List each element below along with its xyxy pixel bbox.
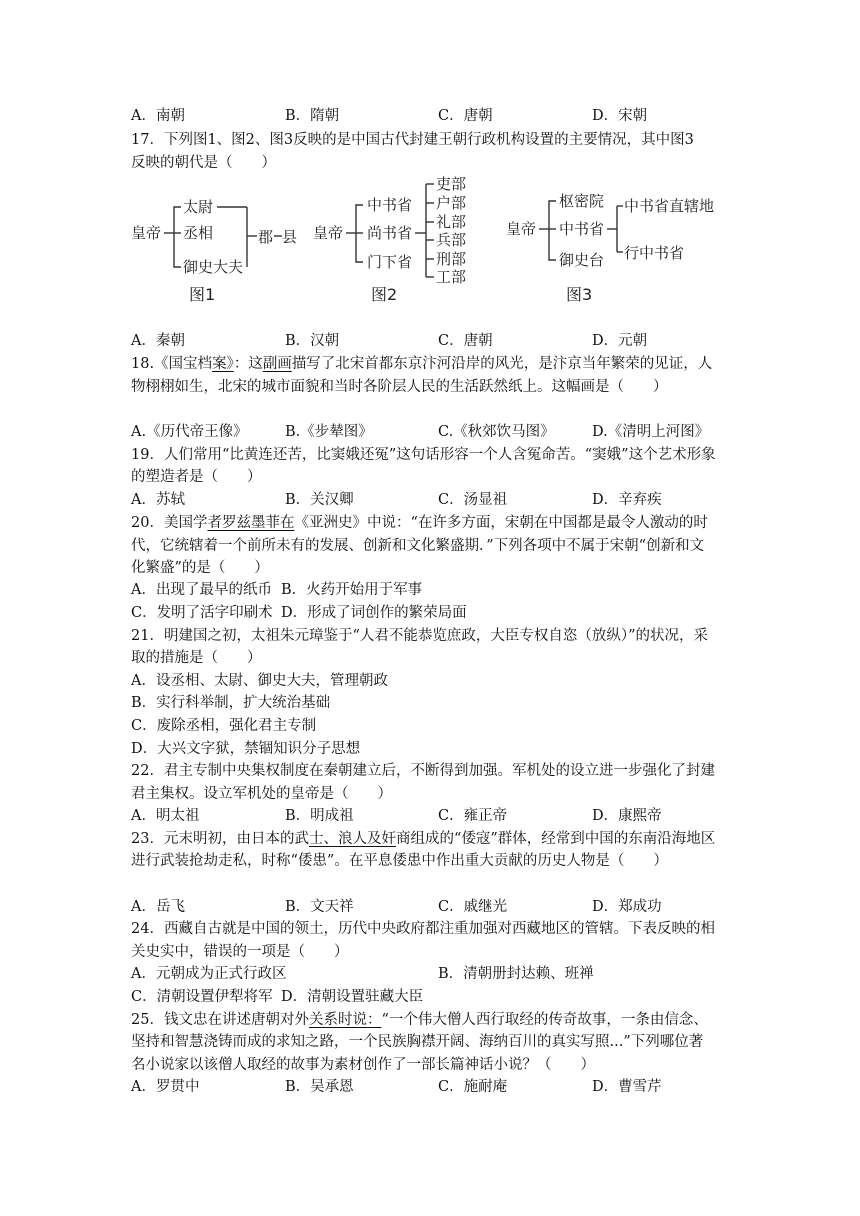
q16-option-a[interactable]: A．南朝 (131, 108, 185, 124)
q18-stem-line1 (131, 354, 712, 374)
q23-stem-underline-1: 士、浪人及奸 (308, 831, 396, 847)
q16-option-b[interactable]: B．隋朝 (285, 108, 340, 124)
q22-stem-line2: 君主集权。设立军机处的皇帝是（ ） (131, 786, 392, 802)
q20-stem-line3: 化繁盛”的是（ ） (131, 560, 269, 576)
fig1-official-0: 太尉 (183, 198, 214, 216)
q20-stem-underline-1: 者罗兹墨菲在 (207, 515, 295, 531)
q24-stem-line1: 24．西藏自古就是中国的领土，历代中央政府都注重加强对西藏地区的管辖。下表反映的相 (131, 921, 715, 937)
q17-stem-line1: 17．下列图1、图2、图3反映的是中国古代封建王朝行政机构设置的主要情况，其中图3 (131, 132, 694, 148)
q18-stem-underline-2: 副画 (262, 356, 292, 372)
fig1-caption: 图1 (189, 285, 216, 302)
q16-option-d[interactable]: D．宋朝 (592, 108, 648, 124)
q23-option-b[interactable]: B．文天祥 (285, 899, 354, 915)
q19-option-b[interactable]: B．关汉卿 (285, 492, 354, 508)
q24-stem-line2: 关史实中，错误的一项是（ ） (131, 944, 349, 960)
q18-stem-prefix: 18.《国宝档 (131, 356, 213, 372)
q25-stem-prefix: 25．钱文忠在讲述唐朝对外 (131, 1012, 309, 1028)
q25-option-d[interactable]: D．曹雪芹 (592, 1079, 662, 1095)
q22-stem-line1: 22．君主专制中央集权制度在秦朝建立后，不断得到加强。军机处的设立进一步强化了封建 (131, 763, 715, 779)
q25-stem-rest: “一个伟大僧人西行取经的传奇故事，一条由信念、 (381, 1012, 708, 1028)
q20-option-a[interactable]: A．出现了最早的纸币 (131, 582, 272, 598)
fig3-organ-0: 枢密院 (559, 192, 605, 210)
q21-option-a[interactable]: A．设丞相、太尉、御史大夫，管理朝政 (131, 673, 388, 689)
fig2-caption: 图2 (371, 285, 398, 302)
q22-option-b[interactable]: B．明成祖 (285, 808, 354, 824)
q17-figures (131, 172, 731, 302)
q23-stem-line2: 进行武装抢劫走私，时称“倭患”。在平息倭患中作出重大贡献的历史人物是（ ） (131, 853, 668, 869)
q18-stem-rest: 描写了北宋首都东京汴河沿岸的风光，是汴京当年繁荣的见证，人 (291, 356, 713, 372)
fig1-county: 县 (282, 228, 298, 246)
q23-stem-rest: 商组成的“倭寇”群体，经常到中国的东南沿海地区 (395, 831, 716, 847)
q20-option-d[interactable]: D．形成了词创作的繁荣局面 (281, 605, 467, 621)
fig2-department-2: 门下省 (367, 253, 413, 271)
q25-stem-line3: 名小说家以该僧人取经的故事为素材创作了一部长篇神话小说？（ ） (131, 1057, 595, 1073)
q20-stem-line1 (131, 513, 708, 533)
q22-option-c[interactable]: C．雍正帝 (438, 808, 508, 824)
q24-option-a[interactable]: A．元朝成为正式行政区 (131, 966, 287, 982)
q22-option-a[interactable]: A．明太祖 (131, 808, 200, 824)
figure-1 (131, 198, 297, 302)
q21-stem-line2: 取的措施是（ ） (131, 650, 262, 666)
q20-stem-rest: 《亚洲史》中说：“在许多方面，宋朝在中国都是最令人激动的时 (294, 515, 708, 531)
q18-option-a[interactable]: A.《历代帝王像》 (131, 424, 248, 440)
figure-2 (313, 175, 466, 302)
q18-option-d[interactable]: D.《清明上河图》 (592, 424, 710, 440)
q19-option-a[interactable]: A．苏轼 (131, 492, 185, 508)
q20-stem-line2: 代，它统辖着一个前所未有的发展、创新和文化繁盛期．”下列各项中不属于宋朝“创新和文 (131, 538, 705, 554)
q23-stem-line1 (131, 829, 715, 849)
q19-option-d[interactable]: D．辛弃疾 (592, 492, 662, 508)
q17-option-c[interactable]: C．唐朝 (438, 333, 493, 349)
q24-option-b[interactable]: B．清朝册封达赖、班禅 (438, 966, 594, 982)
fig2-ministry-0: 吏部 (436, 175, 467, 193)
admin-structure-diagrams (131, 172, 731, 302)
fig2-ministry-4: 刑部 (436, 250, 467, 268)
q16-option-c[interactable]: C．唐朝 (438, 108, 493, 124)
q18-stem-mid: ：这 (233, 356, 263, 372)
q19-stem-line2: 的塑造者是（ ） (131, 469, 262, 485)
fig2-department-1: 尚书省 (367, 224, 413, 242)
q18-option-c[interactable]: C.《秋郊饮马图》 (438, 424, 555, 440)
q23-stem-prefix: 23．元末明初，由日本的武 (131, 831, 309, 847)
q18-stem-underline-1: 案》 (212, 356, 234, 372)
fig2-emperor: 皇帝 (313, 224, 344, 242)
q21-stem-line1: 21．明建国之初，太祖朱元璋鉴于“人君不能恭览庶政，大臣专权自恣（放纵）”的状况，采 (131, 628, 709, 644)
figure-3 (506, 192, 714, 302)
fig3-organ-1: 中书省 (559, 220, 605, 238)
q17-option-a[interactable]: A．秦朝 (131, 333, 185, 349)
fig3-branch-0: 中书省直辖地 (624, 197, 715, 215)
q18-option-b[interactable]: B.《步辇图》 (285, 424, 373, 440)
fig2-ministry-1: 户部 (436, 194, 467, 212)
fig3-emperor: 皇帝 (506, 220, 537, 238)
q20-option-b[interactable]: B．火药开始用于军事 (281, 582, 423, 598)
fig2-ministry-5: 工部 (436, 268, 467, 286)
q20-option-c[interactable]: C．发明了活字印刷术 (131, 605, 273, 621)
fig2-ministry-3: 兵部 (436, 231, 467, 249)
fig1-emperor: 皇帝 (131, 224, 162, 242)
fig3-branch-1: 行中书省 (624, 244, 685, 262)
q24-option-c[interactable]: C．清朝设置伊犁将军 (131, 989, 273, 1005)
q17-stem-line2: 反映的朝代是（ ） (131, 155, 276, 171)
q23-option-a[interactable]: A．岳飞 (131, 899, 185, 915)
q19-option-c[interactable]: C．汤显祖 (438, 492, 508, 508)
q25-stem-line2: 坚持和智慧浇铸而成的求知之路，一个民族胸襟开阔、海纳百川的真实写照...”下列哪位著 (131, 1034, 704, 1050)
q20-stem-prefix: 20．美国学 (131, 515, 208, 531)
fig1-official-1: 丞相 (183, 224, 214, 242)
fig2-ministry-2: 礼部 (436, 213, 467, 231)
q21-option-b[interactable]: B．实行科举制，扩大统治基础 (131, 695, 331, 711)
q18-stem-line2: 物栩栩如生，北宋的城市面貌和当时各阶层人民的生活跃然纸上。这幅画是（ ） (131, 379, 668, 395)
q25-option-a[interactable]: A．罗贯中 (131, 1079, 200, 1095)
q21-option-d[interactable]: D．大兴文字狱，禁锢知识分子思想 (131, 741, 361, 757)
q23-option-c[interactable]: C．戚继光 (438, 899, 508, 915)
q25-option-c[interactable]: C．施耐庵 (438, 1079, 508, 1095)
q17-option-d[interactable]: D．元朝 (592, 333, 648, 349)
q23-option-d[interactable]: D．郑成功 (592, 899, 662, 915)
q25-option-b[interactable]: B．吴承恩 (285, 1079, 354, 1095)
q17-option-b[interactable]: B．汉朝 (285, 333, 340, 349)
q21-option-c[interactable]: C．废除丞相，强化君主专制 (131, 718, 317, 734)
fig3-organ-2: 御史台 (559, 251, 605, 269)
fig2-department-0: 中书省 (367, 196, 413, 214)
q25-stem-underline-1: 关系时说： (308, 1012, 382, 1028)
fig1-official-2: 御史大夫 (183, 258, 244, 276)
fig1-local: 郡 (258, 228, 274, 246)
fig3-caption: 图3 (566, 285, 593, 302)
q22-option-d[interactable]: D．康熙帝 (592, 808, 662, 824)
q24-option-d[interactable]: D．清朝设置驻藏大臣 (281, 989, 424, 1005)
q19-stem-line1: 19．人们常用“比黄连还苦，比窦娥还冤”这句话形容一个人含冤命苦。“窦娥”这个艺术形象 (131, 447, 716, 463)
q25-stem-line1 (131, 1010, 708, 1030)
